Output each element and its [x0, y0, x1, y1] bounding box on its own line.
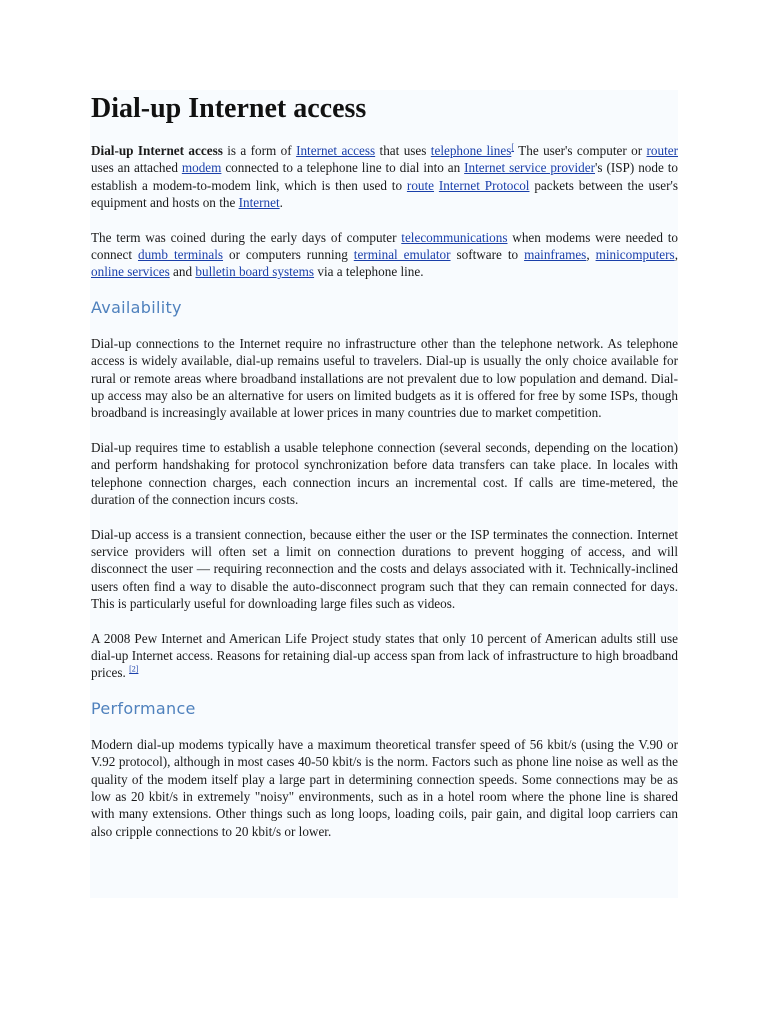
history-text: via a telephone line.: [314, 264, 424, 280]
performance-paragraph-1: Modern dial-up modems typically have a maximum theoretical transfer speed of 56 kbit/s (using the V.90 or V.92 protocol), although in most cases 40-50 kbit/s is the norm. Factors such as phone line noise as well as the quality of the modem itself play a large part in determining connection speeds. Some connections may be as low as 20 kbit/s in extremely "noisy" environments, such as in a hotel room where the phone line is shared with many extensions. Other things such as long loops, loading coils, pair gain, and digital loop carriers can also cripple connections to 20 kbit/s or lower.: [91, 736, 678, 839]
history-text: software to: [450, 247, 525, 263]
history-text: when modems were needed to connect: [91, 229, 678, 263]
link-internet[interactable]: Internet: [238, 195, 280, 211]
availability-paragraph-1: Dial-up connections to the Internet require no infrastructure other than the telephone network. As telephone access is widely available, dial-up remains useful to travelers. Dial-up is usually the only choice available for rural or remote areas where broadband installations are not prevalent due to low population and demand. Dial-up access may also be an alternative for users on limited budgets as it is offered for free by some ISPs, though broadband is increasingly available at lower prices in many countries due to market competition.: [91, 335, 678, 421]
page-title: Dial-up Internet access: [91, 93, 367, 124]
link-minicomputers[interactable]: minicomputers: [595, 247, 675, 263]
history-paragraph: [91, 229, 678, 281]
availability-paragraph-3: Dial-up access is a transient connection, because either the user or the ISP terminates the connection. Internet service providers will often set a limit on connection durations to prevent hogging of access, and will disconnect the user — requiring reconnection and the costs and delays associated with it. Technically-inclined users often find a way to disable the auto-disconnect program such that they can remain connected for days. This is particularly useful for downloading large files such as videos.: [91, 526, 678, 612]
history-text: and: [169, 264, 196, 280]
history-text: ,: [674, 247, 678, 263]
link-telephone-lines[interactable]: telephone lines: [430, 143, 512, 158]
intro-paragraph: [91, 142, 678, 212]
availability-p4-text: A 2008 Pew Internet and American Life Project study states that only 10 percent of American adults still use dial-up Internet access. Reasons for retaining dial-up access span from lack of infrastructure to high broadband prices.: [91, 630, 678, 681]
footnote-link-1[interactable]: [: [511, 142, 515, 152]
link-router[interactable]: router: [646, 143, 678, 158]
link-modem[interactable]: modem: [181, 160, 222, 176]
intro-text: 's (ISP) node to establish a modem-to-modem link, which is then used to: [91, 160, 679, 193]
link-internet-access[interactable]: Internet access: [296, 143, 376, 158]
intro-text: .: [279, 195, 283, 211]
link-internet-service-provider[interactable]: Internet service provider: [464, 160, 596, 176]
intro-text: connected to a telephone line to dial into an: [221, 160, 465, 176]
link-route[interactable]: route: [406, 177, 435, 193]
intro-text: uses an attached: [91, 160, 182, 176]
footnote-link-2[interactable]: [2]: [129, 664, 139, 674]
intro-text: that uses: [375, 143, 431, 158]
article-body: [91, 92, 678, 857]
footnote-ref-2[interactable]: [129, 665, 138, 674]
link-bulletin-board-systems[interactable]: bulletin board systems: [195, 264, 315, 280]
history-text: ,: [586, 247, 596, 263]
link-dumb-terminals[interactable]: dumb terminals: [137, 247, 224, 263]
link-internet-protocol[interactable]: Internet Protocol: [438, 177, 530, 193]
history-text: The term was coined during the early days of computer: [91, 229, 402, 245]
intro-text: is a form of: [222, 143, 297, 158]
availability-paragraph-2: Dial-up requires time to establish a usable telephone connection (several seconds, depending on the location) and perform handshaking for protocol synchronization before data transfers can take place. In locales with telephone connection charges, each connection incurs an incremental cost. If calls are time-metered, the duration of the connection incurs costs.: [91, 439, 678, 508]
intro-text: The user's computer or: [514, 143, 647, 158]
section-heading-availability: Availability: [91, 297, 182, 317]
link-terminal-emulator[interactable]: terminal emulator: [353, 247, 451, 263]
availability-paragraph-4: [91, 630, 678, 682]
link-online-services[interactable]: online services: [91, 264, 170, 280]
intro-text: packets between the user's equipment and hosts on the: [91, 177, 678, 211]
link-telecommunications[interactable]: telecommunications: [401, 229, 508, 245]
section-heading-performance: Performance: [91, 698, 196, 718]
history-text: or computers running: [223, 247, 354, 263]
link-mainframes[interactable]: mainframes: [524, 247, 587, 263]
intro-term: Dial-up Internet access: [91, 143, 223, 158]
